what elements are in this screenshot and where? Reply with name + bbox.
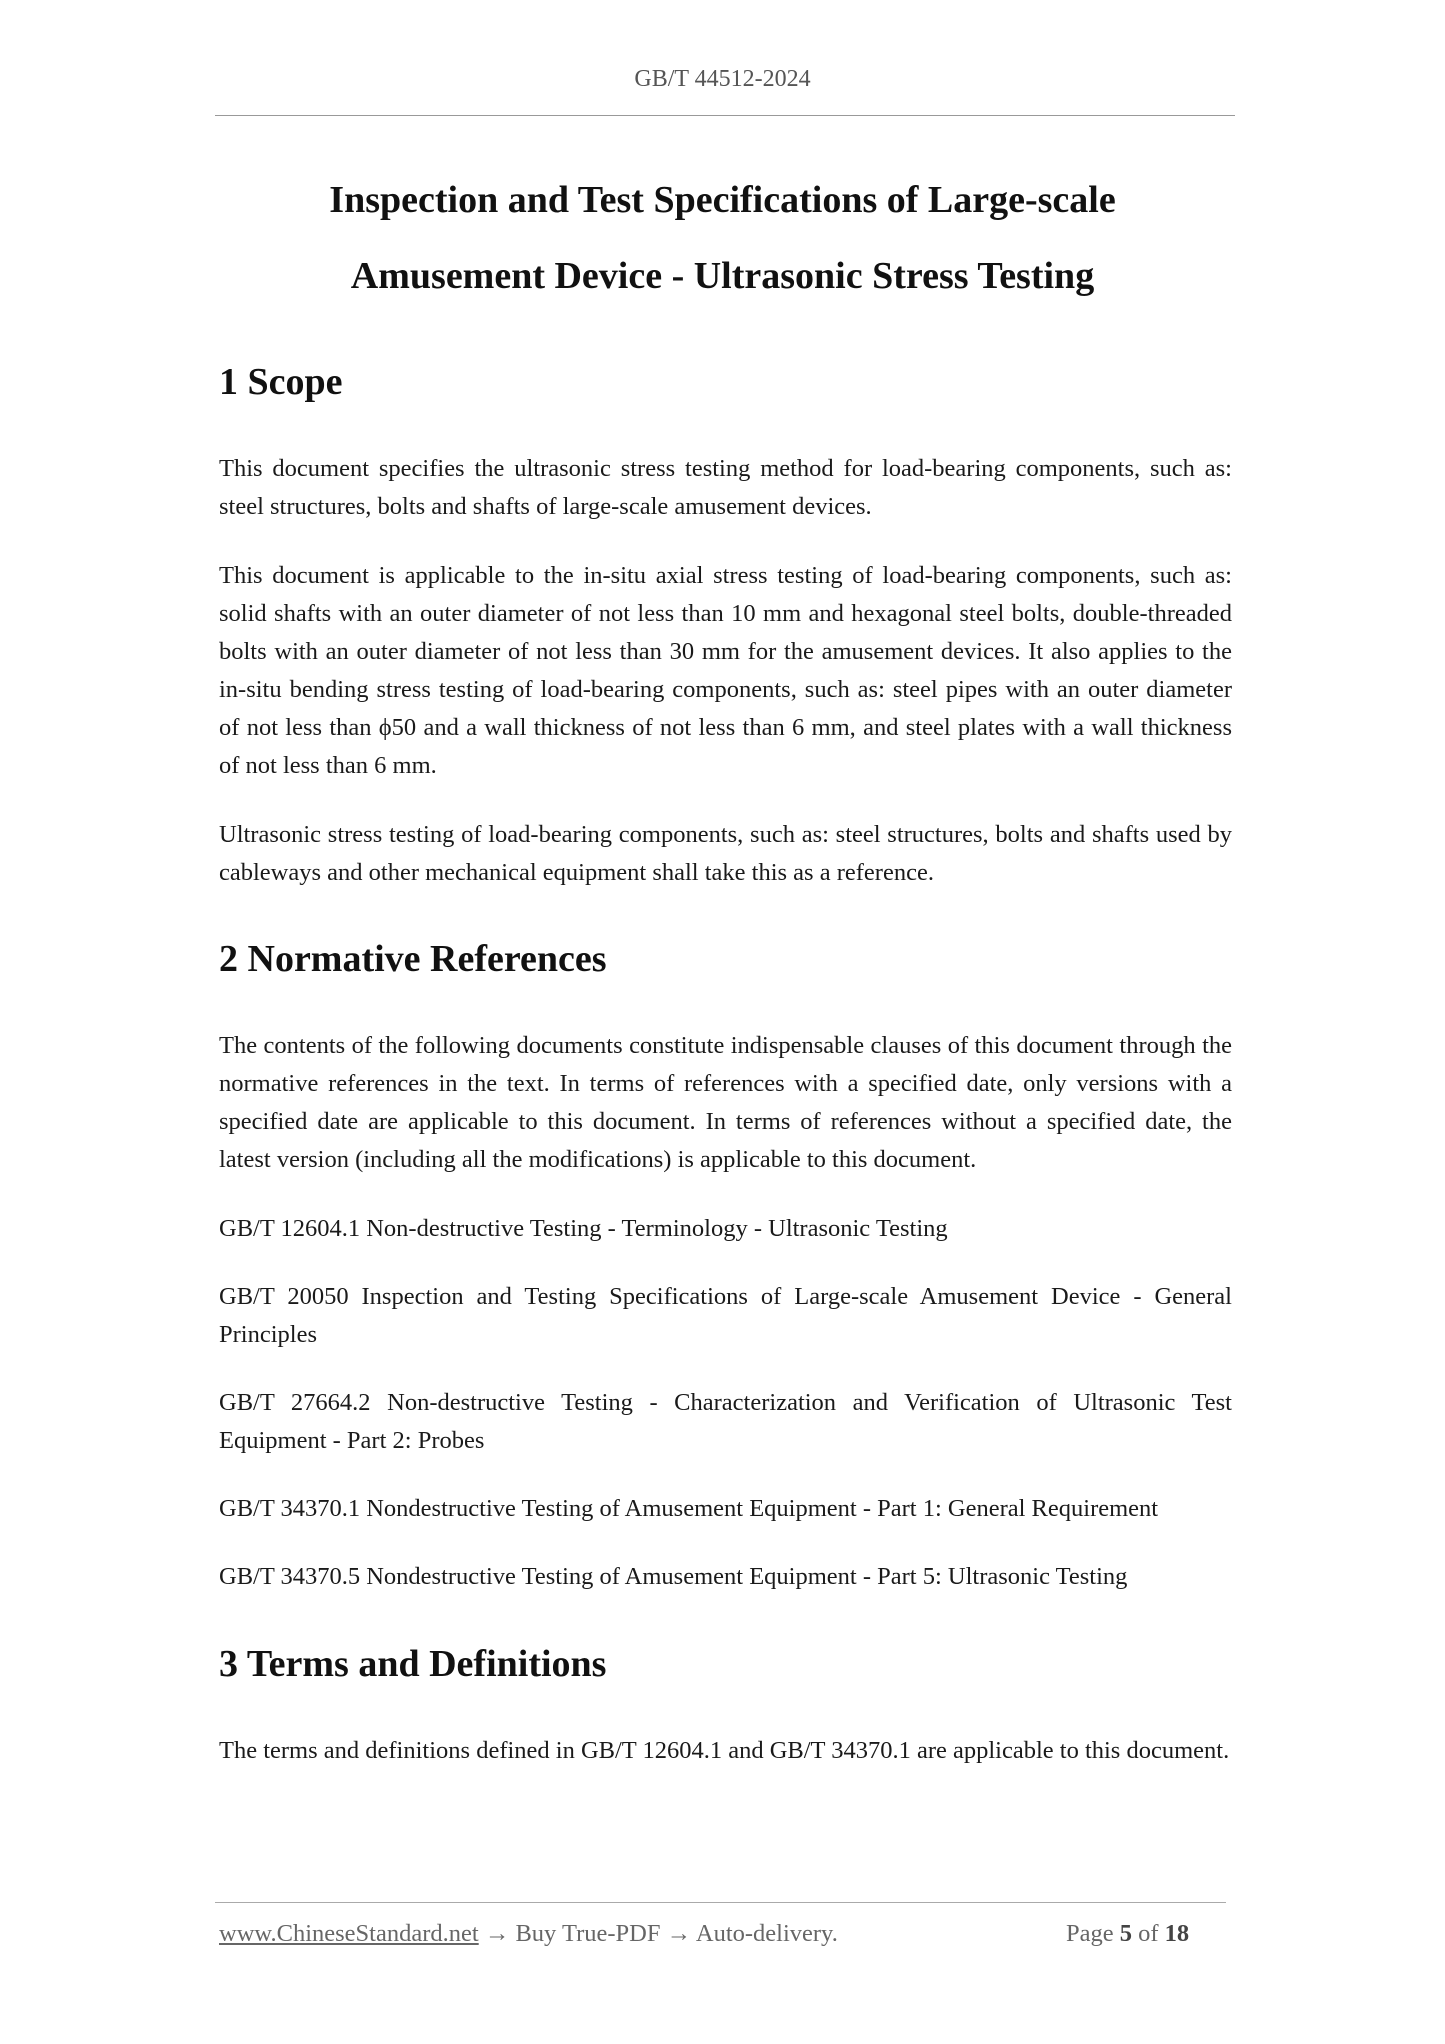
document-code-header: GB/T 44512-2024 — [634, 66, 811, 92]
scope-paragraph-3: Ultrasonic stress testing of load-bearing components, such as: steel structures, bolts and shafts used by cableways and other mechanical equipment shall take this as a reference. — [219, 821, 1232, 886]
normative-references-intro: The contents of the following documents constitute indispensable clauses of this document through the normative references in the text. In terms of references with a specified date, only versions with a specified date are applicable to this document. In terms of references without a specified date, the latest version (including all the modifications) is applicable to this document. — [219, 1032, 1232, 1173]
scope-paragraph-1: This document specifies the ultrasonic stress testing method for load-bearing components, such as: steel structures, bolts and shafts of large-scale amusement devices. — [219, 455, 1232, 520]
reference-item: GB/T 27664.2 Non-destructive Testing - Characterization and Verification of Ultrasonic Test Equipment - Part 2: Probes — [219, 1389, 1232, 1454]
footer-promo — [219, 1920, 838, 1948]
section-heading-terms-definitions: 3 Terms and Definitions — [219, 1643, 607, 1685]
terms-definitions-paragraph: The terms and definitions defined in GB/T 12604.1 and GB/T 34370.1 are applicable to this document. — [219, 1737, 1230, 1764]
scope-paragraph-2: This document is applicable to the in-situ axial stress testing of load-bearing components, such as: solid shafts with an outer diameter of not less than 10 mm and hexagonal steel bolts, double-threaded bolts with an outer diameter of not less than 30 mm for the amusement devices. It also applies to the in-situ bending stress testing of load-bearing components, such as: steel pipes with an outer diameter of not less than ϕ50 and a wall thickness of not less than 6 mm, and steel plates with a wall thickness of not less than 6 mm. — [219, 562, 1232, 779]
current-page-number: 5 — [1119, 1920, 1132, 1947]
document-title-line-2: Amusement Device - Ultrasonic Stress Testing — [350, 255, 1095, 297]
reference-item: GB/T 12604.1 Non-destructive Testing - Terminology - Ultrasonic Testing — [219, 1215, 948, 1242]
buy-true-pdf-text: Buy True-PDF — [515, 1920, 661, 1947]
reference-item: GB/T 34370.1 Nondestructive Testing of Amusement Equipment - Part 1: General Requirement — [219, 1495, 1159, 1522]
website-link[interactable]: www.ChineseStandard.net — [219, 1920, 479, 1947]
reference-item: GB/T 20050 Inspection and Testing Specifications of Large-scale Amusement Device - General Principles — [219, 1283, 1232, 1348]
total-pages-number: 18 — [1164, 1920, 1190, 1947]
reference-item: GB/T 34370.5 Nondestructive Testing of Amusement Equipment - Part 5: Ultrasonic Testing — [219, 1563, 1128, 1590]
arrow-right-icon: → — [484, 1920, 510, 1947]
page-indicator — [1066, 1920, 1189, 1948]
document-title-line-1: Inspection and Test Specifications of Large-scale — [329, 179, 1116, 221]
section-heading-normative-references: 2 Normative References — [219, 938, 607, 980]
footer-divider — [215, 1902, 1226, 1903]
header-divider — [215, 115, 1235, 116]
of-label: of — [1138, 1920, 1159, 1947]
arrow-right-icon: → — [666, 1920, 692, 1947]
page-label: Page — [1066, 1920, 1114, 1947]
auto-delivery-text: Auto-delivery. — [695, 1920, 838, 1947]
section-heading-scope: 1 Scope — [219, 361, 343, 403]
